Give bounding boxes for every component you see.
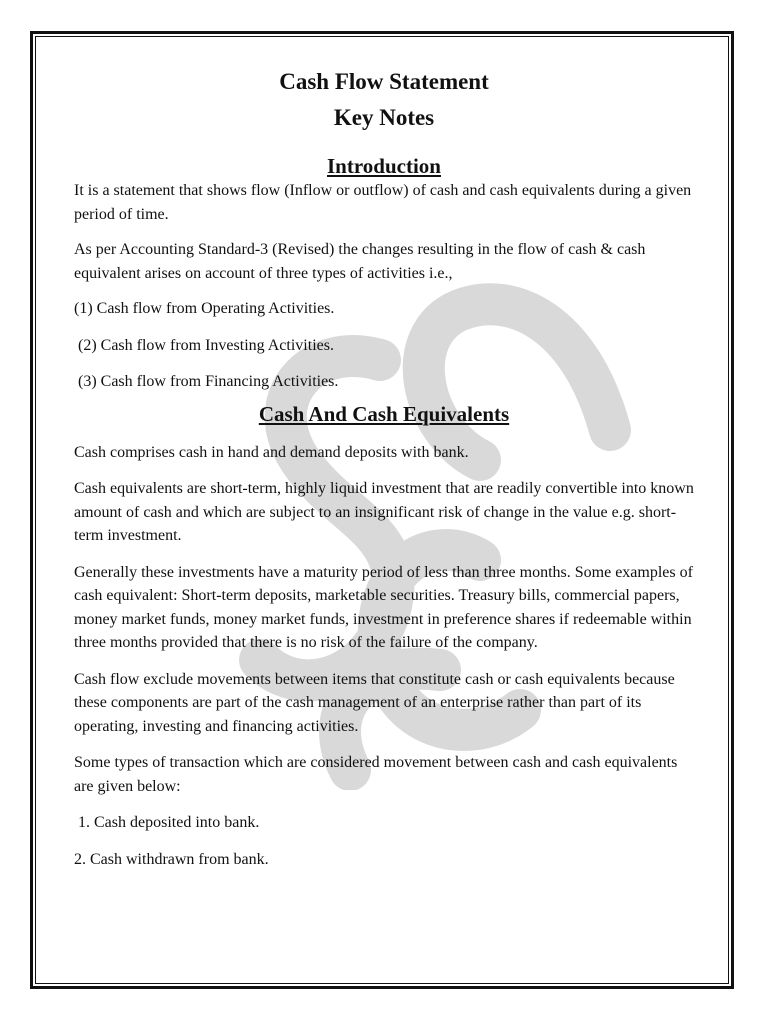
document-body: [74, 60, 694, 871]
intro-list-item-operating: (1) Cash flow from Operating Activities.: [74, 300, 335, 317]
cce-paragraph-definition: Cash equivalents are short-term, highly liquid investment that are readily convertible into known amount of cash and which are subject to an insignificant risk of change in the value e.g. short-term investment.: [74, 480, 694, 544]
cce-paragraph-cash: Cash comprises cash in hand and demand deposits with bank.: [74, 443, 469, 461]
document-title: Cash Flow Statement: [279, 69, 489, 94]
cce-list-item-withdrawal: 2. Cash withdrawn from bank.: [74, 850, 269, 868]
heading-introduction: Introduction: [327, 154, 441, 178]
cce-paragraph-exclusions: Cash flow exclude movements between items that constitute cash or cash equivalents because these components are part of the cash management of an enterprise rather than part of its operating, investing and financing activities.: [74, 670, 675, 735]
intro-paragraph-as3: As per Accounting Standard-3 (Revised) the changes resulting in the flow of cash & cash equivalent arises on account of three types of activities i.e.,: [74, 241, 646, 282]
heading-cash-and-cash-equivalents: Cash And Cash Equivalents: [258, 401, 510, 426]
cce-paragraph-maturity: Generally these investments have a maturity period of less than three months. Some examples of cash equivalent: Short-term deposits, marketable securities. Treasury bills, commercial papers, money market funds, money market funds, investment in preference shares if redeemable within three months provided that there is no risk of the failure of the company.: [74, 563, 693, 651]
cce-list-item-deposit: 1. Cash deposited into bank.: [74, 814, 260, 831]
intro-list-item-financing: (3) Cash flow from Financing Activities.: [74, 373, 339, 390]
intro-paragraph-definition: It is a statement that shows flow (Inflow or outflow) of cash and cash equivalents during a given period of time.: [74, 182, 692, 223]
cce-paragraph-movement-types: Some types of transaction which are considered movement between cash and cash equivalents are given below:: [74, 754, 678, 795]
document-subtitle: Key Notes: [333, 105, 435, 130]
intro-list-item-investing: (2) Cash flow from Investing Activities.: [74, 336, 334, 354]
